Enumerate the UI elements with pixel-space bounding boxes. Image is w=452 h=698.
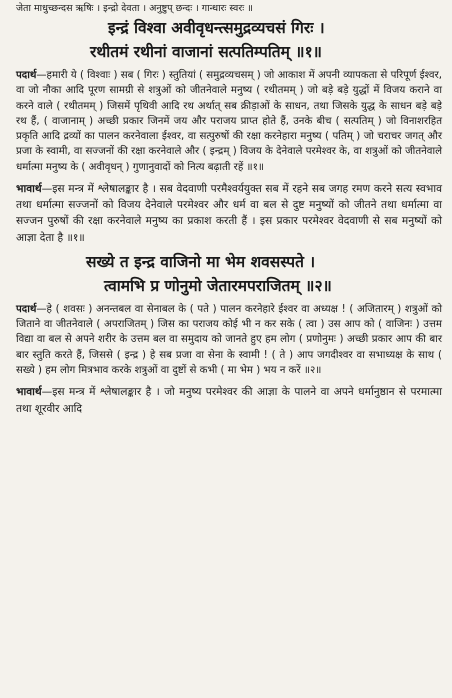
bhavartha-1-lead: भावार्थ	[16, 183, 42, 196]
padartha-1	[16, 68, 442, 175]
padartha-2	[16, 302, 442, 378]
mantra-header: जेता माधुच्छन्दस ऋषिः । इन्द्रो देवता । अनुष्टुप् छन्दः । गान्धारः स्वरः ॥	[16, 3, 253, 14]
mantra-2-line-1: सख्ये त इन्द्र वाजिनो मा भेम शवसस्पते ।	[86, 251, 316, 271]
padartha-2-text: —हे ( शवसः ) अनन्तबल वा सेनाबल के ( पते ) पालन करनेहारे ईश्वर वा अध्यक्ष ! ( अजितारम् ) शत्रुओं को जिताने वा जीतनेवाले ( अपराजितम् ) जिस का पराजय कोई भी न कर सके ( त्वा ) उस आप को ( वाजिनः ) उत्तम विद्या वा बल से अपने शरीर के उत्तम बल वा समुदाय को जानते हुए हम लोग ( प्रणोनुमः ) अच्छी प्रकार आप की बार बार स्तुति करते हैं, जिससे ( इन्द्र ) हे सब प्रजा वा सेना के स्वामी ! ( ते ) आप जगदीश्वर वा सभाध्यक्ष के साथ ( सख्ये ) हम लोग मित्रभाव करके शत्रुओं वा दुष्टों से कभी ( मा भेम ) भय न करें ॥२॥	[16, 303, 442, 377]
padartha-1-text: —हमारी ये ( विश्वाः ) सब ( गिरः ) स्तुतियां ( समुद्रव्यचसम् ) जो आकाश में अपनी व्यापकता से परिपूर्ण ईश्वर, वा जो नौका आदि पूरण सामग्री से शत्रुओं को जीतनेवाले मनुष्य ( रथीतमम् ) जो बड़े बड़े युद्धों में विजय कराने वा करने वाले ( रथीतमम् ) जिसमें पृथिवी आदि रथ अर्थात् सब क्रीड़ाओं के साधन, तथा जिसके युद्ध के साधन बड़े बड़े रथ हैं, ( वाजानाम् ) अच्छी प्रकार जिनमें जय और पराजय प्राप्त होते हैं, उनके बीच ( सत्पतिम् ) जो विनाशरहित प्रकृति आदि द्रव्यों का पालन करनेवाला ईश्वर, वा सत्पुरुषों की रक्षा करनेहारा मनुष्य ( पतिम् ) जो चराचर जगत् और प्रजा के स्वामी, वा सज्जनों की रक्षा करनेवाले और ( इन्द्रम् ) विजय के देनेवाले परमेश्वर के, वा शत्रुओं को जीतनेवाले धर्मात्मा मनुष्य के ( अवीवृधन् ) गुणानुवादों को नित्य बढ़ाती रहें ॥१॥	[16, 70, 442, 173]
mantra-1-line-1: इन्द्रं विश्वा अवीवृधन्त्समुद्रव्यचसं गिरः ।	[108, 18, 325, 37]
bhavartha-1-text: —इस मन्त्र में श्लेषालङ्कार है । सब वेदवाणी परमैश्वर्ययुक्त सब में रहने सब जगह रमण करने सत्य स्वभाव तथा धर्मात्मा सज्जनों को विजय देनेवाले परमेश्वर और धर्म वा बल से दुष्ट मनुष्यों को जीतने तथा धर्मात्मा वा सज्जन पुरुषों की रक्षा करनेवाले मनुष्य का प्रकाश करती हैं । इस प्रकार परमेश्वर वेदवाणी से सब मनुष्यों को आज्ञा देता है ॥१॥	[16, 183, 442, 244]
bhavartha-1	[16, 181, 442, 246]
mantra-1-line-2: रथीतमं रथीनां वाजानां सत्पतिम्पतिम् ॥१॥	[90, 42, 322, 61]
padartha-2-lead: पदार्थ	[16, 303, 37, 315]
bhavartha-2	[16, 384, 442, 416]
mantra-2-line-2: त्वामभि प्र णोनुमो जेतारमपराजितम् ॥२॥	[104, 275, 332, 295]
padartha-1-lead: पदार्थ	[16, 70, 37, 81]
bhavartha-2-text: —इस मन्त्र में श्लेषालङ्कार है । जो मनुष्य परमेश्वर की आज्ञा के पालने वा अपने धर्मानुष्ठान से परमात्मा तथा शूरवीर आदि	[16, 386, 442, 415]
bhavartha-2-lead: भावार्थ	[16, 386, 42, 399]
